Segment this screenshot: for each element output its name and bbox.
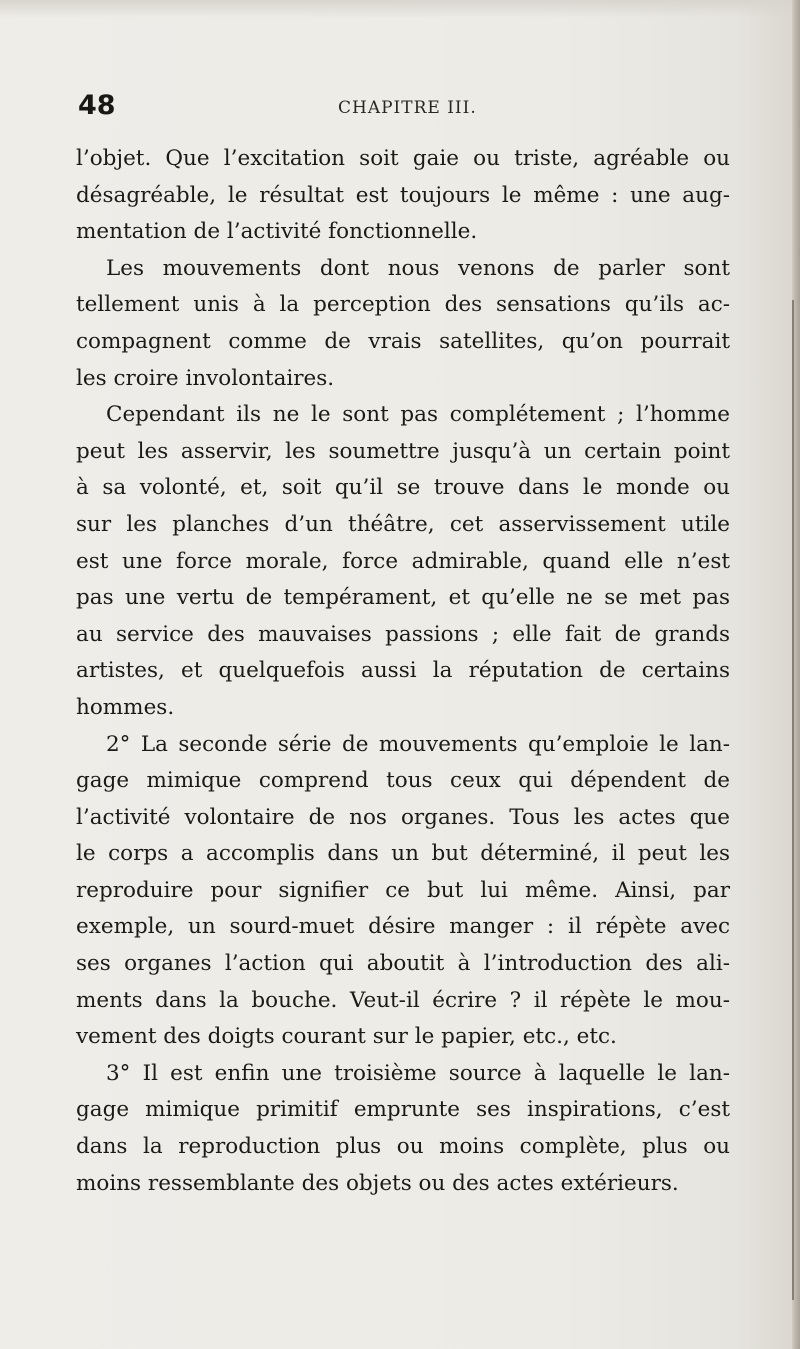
text-line: dans la reproduction plus ou moins complète, plus ou [76, 1134, 730, 1160]
text-line: reproduire pour signifier ce but lui même. Ainsi, par [76, 877, 730, 903]
body-text [76, 141, 730, 1202]
text-line: à sa volonté, et, soit qu’il se trouve dans le monde ou [76, 475, 730, 501]
paragraph [76, 397, 730, 726]
text-line: tellement unis à la perception des sensations qu’ils ac- [76, 292, 730, 318]
paragraph [76, 727, 730, 1056]
text-line: 3° Il est enfin une troisième source à laquelle le lan- [106, 1060, 730, 1086]
text-line: 2° La seconde série de mouvements qu’emploie le lan- [106, 731, 730, 757]
running-head [78, 88, 738, 128]
text-line: compagnent comme de vrais satellites, qu’on pourrait [76, 328, 730, 354]
text-line: exemple, un sourd-muet désire manger : il répète avec [76, 914, 730, 940]
text-line: hommes. [76, 694, 175, 720]
text-line: mentation de l’activité fonctionnelle. [76, 219, 478, 245]
paragraph [76, 1056, 730, 1202]
chapter-title: CHAPITRE III. [338, 98, 477, 118]
text-line: le corps a accomplis dans un but déterminé, il peut les [76, 841, 730, 867]
page-edge-line [792, 300, 794, 1300]
text-line: l’objet. Que l’excitation soit gaie ou triste, agréable ou [76, 146, 730, 171]
text-line: ments dans la bouche. Veut-il écrire ? il répète le mou- [76, 987, 730, 1013]
paragraph [76, 141, 730, 251]
text-line: gage mimique comprend tous ceux qui dépendent de [76, 768, 730, 794]
text-line: sur les planches d’un théâtre, cet asservissement utile [76, 511, 730, 537]
text-line: les croire involontaires. [76, 365, 335, 391]
text-line: moins ressemblante des objets ou des actes extérieurs. [76, 1170, 679, 1196]
text-line: Cependant ils ne le sont pas complétement ; l’homme [106, 402, 730, 428]
text-line: artistes, et quelquefois aussi la réputation de certains [76, 658, 730, 684]
text-line: ses organes l’action qui aboutit à l’introduction des ali- [76, 951, 730, 977]
text-line: Les mouvements dont nous venons de parler sont [106, 255, 730, 281]
text-line: pas une vertu de tempérament, et qu’elle ne se met pas [76, 585, 730, 611]
page-top-shadow [0, 0, 800, 18]
text-line: l’activité volontaire de nos organes. Tous les actes que [76, 804, 730, 830]
page-number: 48 [78, 90, 116, 121]
text-line: au service des mauvaises passions ; elle fait de grands [76, 621, 730, 647]
text-line: vement des doigts courant sur le papier, etc., etc. [76, 1024, 617, 1050]
text-line: est une force morale, force admirable, quand elle n’est [76, 548, 730, 574]
text-line: peut les asservir, les soumettre jusqu’à un certain point [76, 438, 730, 464]
text-line: gage mimique primitif emprunte ses inspirations, c’est [76, 1097, 730, 1123]
paragraph [76, 251, 730, 397]
text-line: désagréable, le résultat est toujours le même : une aug- [76, 182, 730, 208]
